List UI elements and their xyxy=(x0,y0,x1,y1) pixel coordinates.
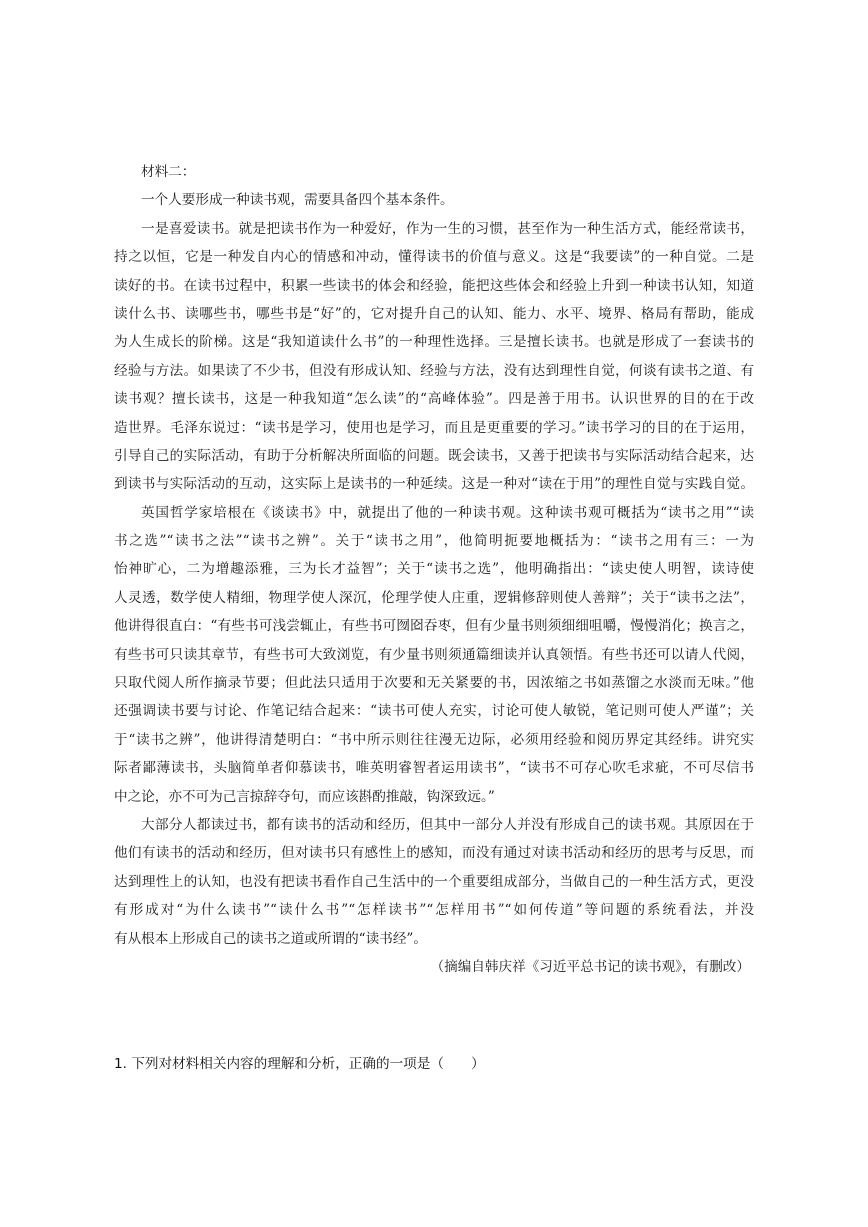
paragraph-line: 有形成对“为什么读书”“读什么书”“怎样读书”“怎样用书”“如何传道”等问题的系统看法，并没 xyxy=(114,902,754,919)
paragraph-line: 造世界。毛泽东说过：“读书是学习，使用也是学习，而且是更重要的学习。”读书学习的目的在于运用， xyxy=(114,419,754,436)
paragraph-line: 达到理性上的认知，也没有把读书看作自己生活中的一个重要组成部分，当做自己的一种生活方式，更没 xyxy=(114,873,754,890)
paragraph-line: 经验与方法。如果读了不少书，但没有形成认知、经验与方法，没有达到理性自觉，何谈有读书之道、有 xyxy=(114,362,754,379)
source-note: （摘编自韩庆祥《习近平总书记的读书观》，有删改） xyxy=(430,958,750,975)
article-body xyxy=(114,158,754,981)
paragraph-3 xyxy=(114,811,754,953)
paragraph-line: 际者鄙薄读书，头脑简单者仰慕读书，唯英明睿智者运用读书”，“读书不可存心吹毛求疵，不可尽信书 xyxy=(114,760,754,777)
paragraph-line: 于“读书之辨”，他讲得清楚明白：“书中所示则往往漫无边际，必须用经验和阅历界定其经纬。讲究实 xyxy=(114,731,754,748)
paragraph-line: 怡神旷心，二为增趣添雅，三为长才益智”；关于“读书之选”，他明确指出：“读史使人明智，读诗使 xyxy=(114,561,754,578)
paragraph-line: 只取代阅人所作摘录节要；但此法只适用于次要和无关紧要的书，因浓缩之书如蒸馏之水淡而无味。”他 xyxy=(114,675,754,692)
paragraph-line: 读书观？擅长读书，这是一种我知道“怎么读”的“高峰体验”。四是善于用书。认识世界的目的在于改 xyxy=(114,391,754,408)
paragraph-line: 为人生成长的阶梯。这是“我知道读什么书”的一种理性选择。三是擅长读书。也就是形成了一套读书的 xyxy=(114,334,754,351)
paragraph-line: 大部分人都读过书，都有读书的活动和经历，但其中一部分人并没有形成自己的读书观。其原因在于 xyxy=(141,816,754,833)
paragraph-line: 有些书可只读其章节，有些书可大致浏览，有少量书则须通篇细读并认真领悟。有些书还可以请人代阅， xyxy=(114,646,754,663)
paragraph-line: 书之选”“读书之法”“读书之辨”。关于“读书之用”，他简明扼要地概括为：“读书之用有三：一为 xyxy=(114,533,754,550)
paragraph-2 xyxy=(114,499,754,811)
paragraph-line: 持之以恒，它是一种发自内心的情感和冲动，懂得读书的价值与意义。这是“我要读”的一种自觉。二是 xyxy=(114,249,754,266)
paragraph-line: 英国哲学家培根在《谈读书》中，就提出了他的一种读书观。这种读书观可概括为“读书之用”“读 xyxy=(141,504,754,521)
paragraph-line: 他讲得很直白：“有些书可浅尝辄止，有些书可囫囵吞枣，但有少量书则须细细咀嚼，慢慢消化；换言之， xyxy=(114,618,754,635)
paragraph-line: 到读书与实际活动的互动，这实际上是读书的一种延续。这是一种对“读在于用”的理性自觉与实践自觉。 xyxy=(114,476,754,493)
paragraph-line: 人灵透，数学使人精细，物理学使人深沉，伦理学使人庄重，逻辑修辞则使人善辩”；关于“读书之法”， xyxy=(114,589,754,606)
paragraph-line: 读好的书。在读书过程中，积累一些读书的体会和经验，能把这些体会和经验上升到一种读书认知，知道 xyxy=(114,277,754,294)
paragraph-1 xyxy=(114,215,754,499)
paragraph-line: 读什么书、读哪些书，哪些书是“好”的，它对提升自己的认知、能力、水平、境界、格局有帮助，能成 xyxy=(114,305,754,322)
material-heading: 材料二： xyxy=(141,164,196,180)
paragraph-line: 有从根本上形成自己的读书之道或所谓的“读书经”。 xyxy=(114,930,427,947)
intro-line: 一个人要形成一种读书观，需要具备四个基本条件。 xyxy=(141,192,454,209)
paragraph-line: 引导自己的实际活动，有助于分析解决所面临的问题。既会读书，又善于把读书与实际活动结合起来，达 xyxy=(114,447,754,464)
paragraph-line: 还强调读书要与讨论、作笔记结合起来：“读书可使人充实，讨论可使人敏锐，笔记则可使人严谨”；关 xyxy=(114,703,754,720)
paragraph-line: 他们有读书的活动和经历，但对读书只有感性上的感知，而没有通过对读书活动和经历的思考与反思，而 xyxy=(114,845,754,862)
question-stem: 1. 下列对材料相关内容的理解和分析，正确的一项是（ ） xyxy=(114,1056,485,1072)
paragraph-line: 中之论，亦不可为己言掠辞夺句，而应该斟酌推敲，钩深致远。” xyxy=(114,788,495,805)
paragraph-line: 一是喜爱读书。就是把读书作为一种爱好，作为一生的习惯，甚至作为一种生活方式，能经常读书， xyxy=(141,220,754,237)
